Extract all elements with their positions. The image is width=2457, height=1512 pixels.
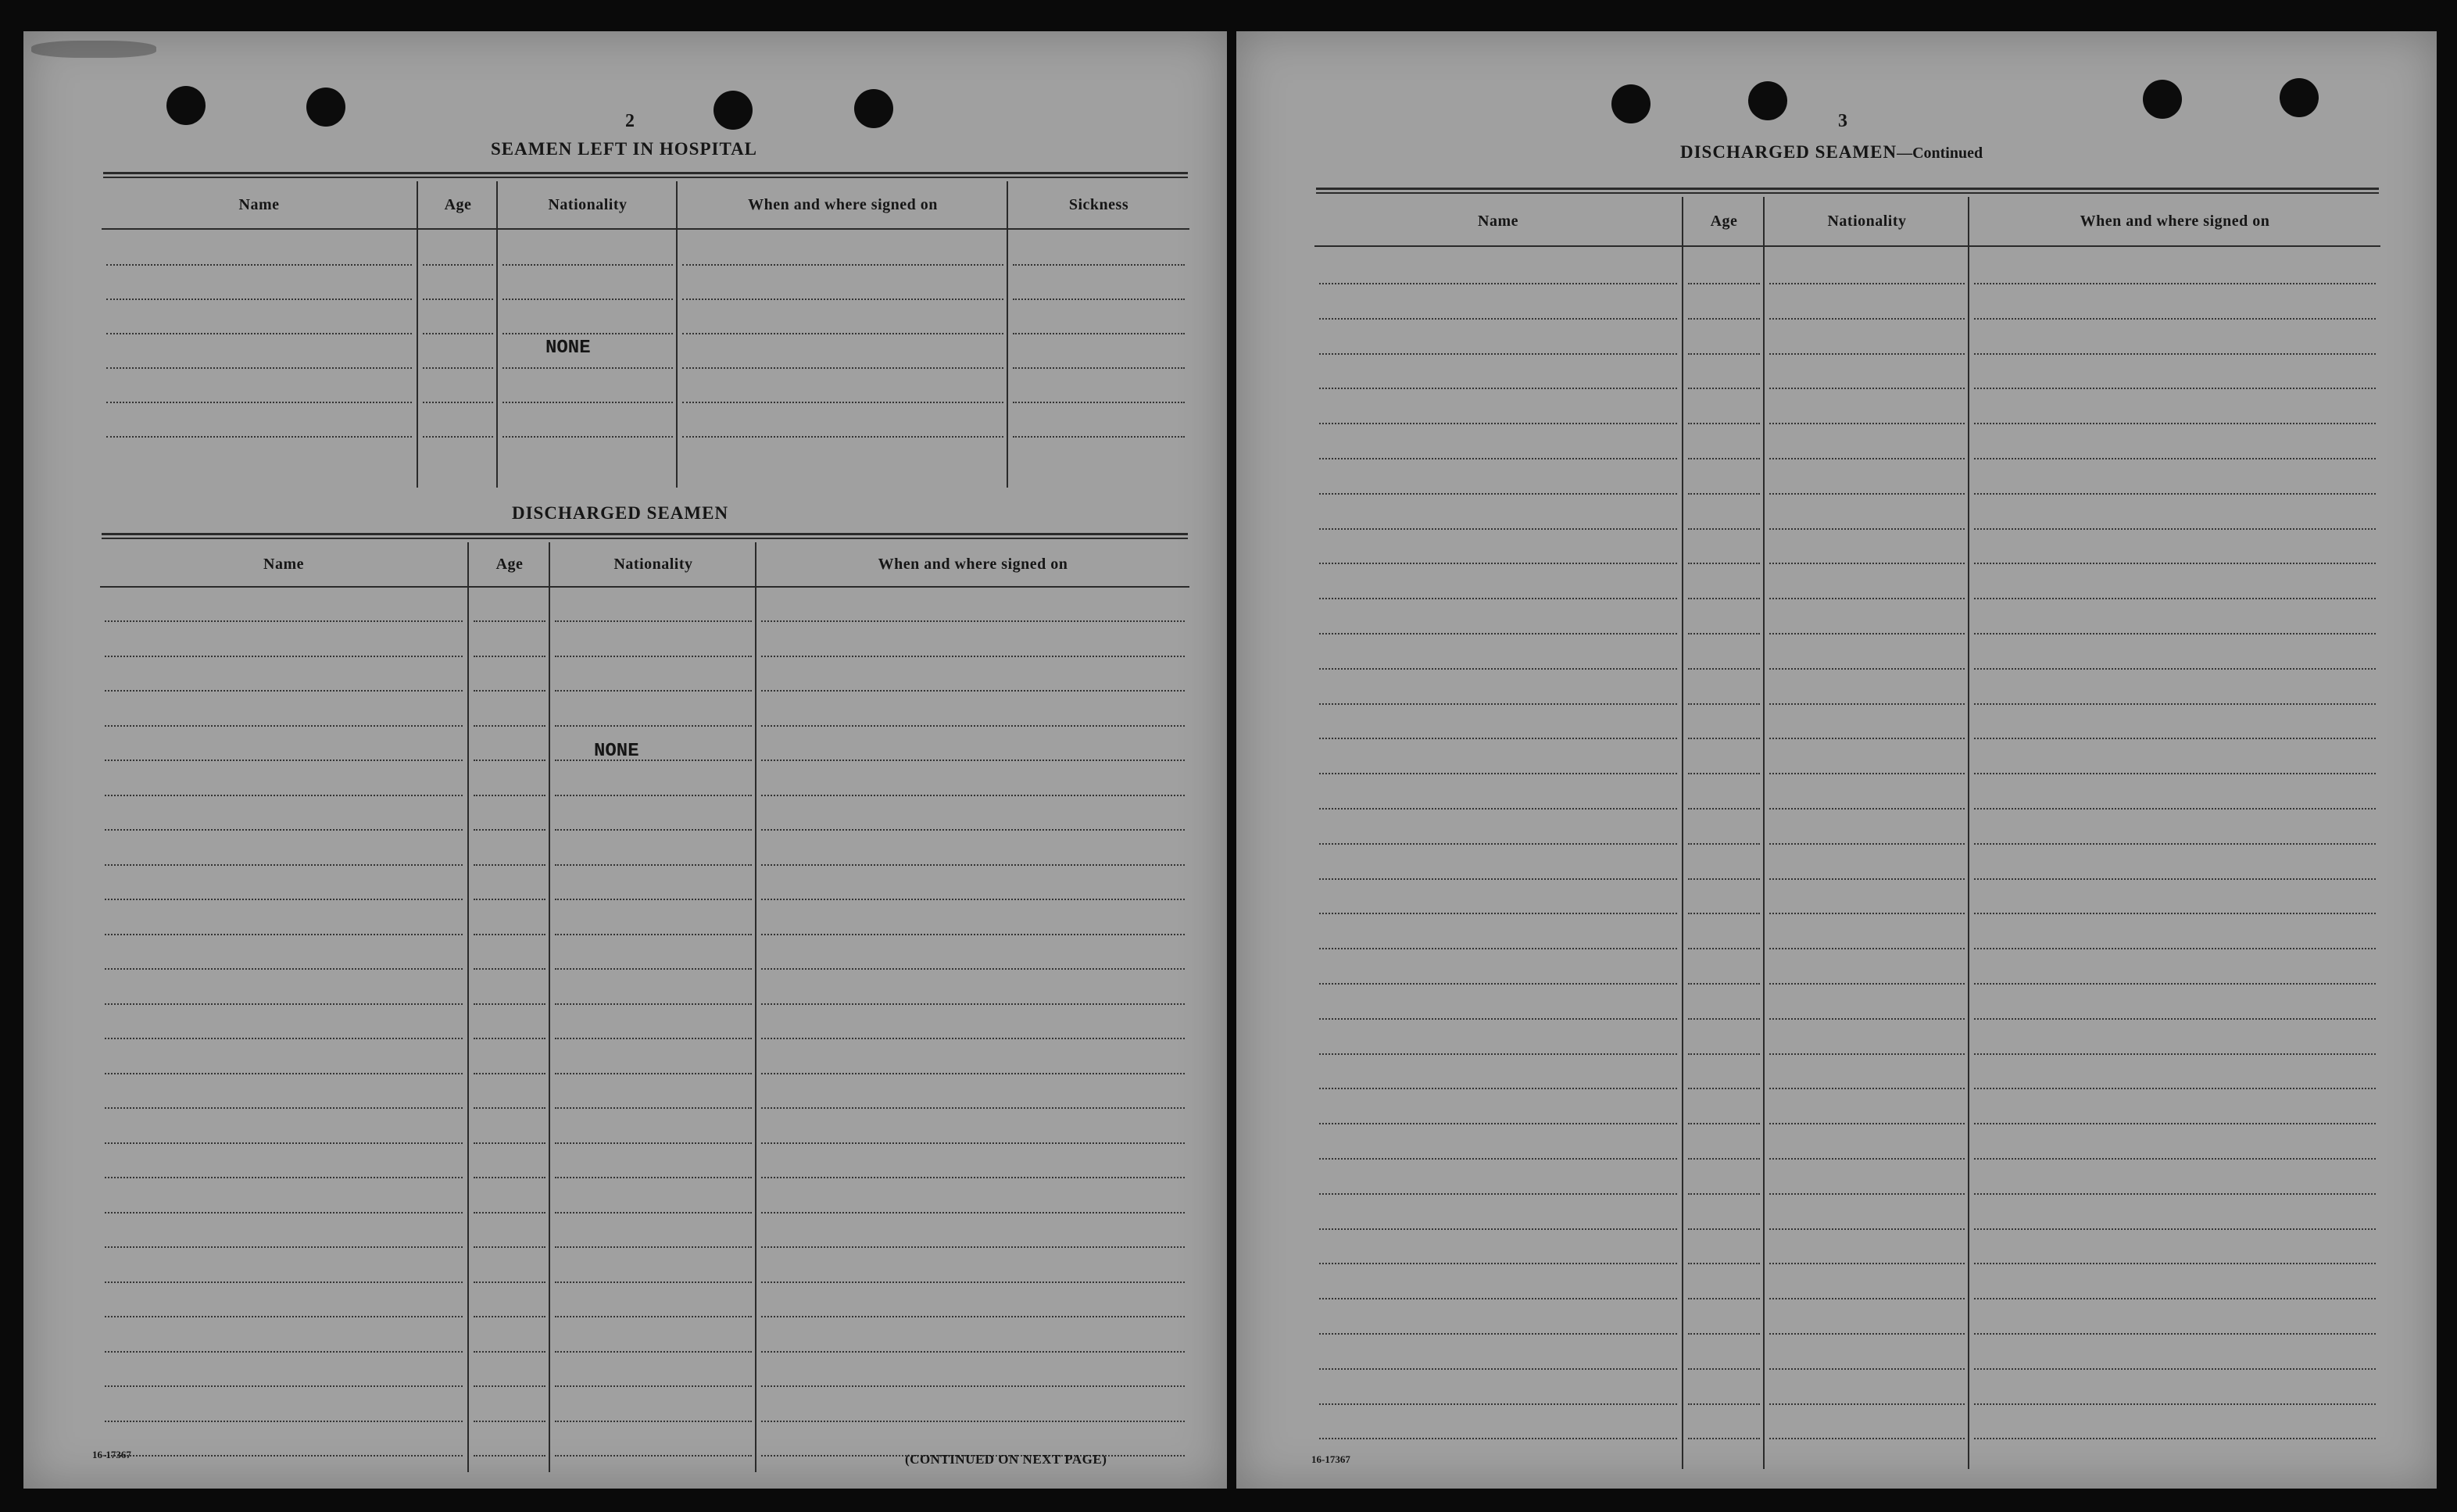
entry-line — [474, 620, 545, 622]
entry-line — [555, 1385, 752, 1387]
entry-line — [555, 1003, 752, 1005]
left-page — [23, 31, 1227, 1489]
entry-line — [105, 1385, 463, 1387]
continued-col-nationality — [1763, 197, 1969, 1469]
entry-line — [105, 1281, 463, 1283]
entry-line — [1319, 1333, 1677, 1335]
entry-line — [555, 1107, 752, 1109]
entry-line — [1769, 1123, 1965, 1124]
entry-line — [1974, 1298, 2376, 1299]
entry-line — [105, 1073, 463, 1074]
hospital-entry-none: NONE — [545, 338, 591, 359]
entry-line — [555, 1316, 752, 1317]
entry-line — [474, 1073, 545, 1074]
column-header: Age — [469, 542, 550, 588]
discharged-col-name — [100, 542, 467, 1472]
entry-line — [1319, 353, 1677, 355]
entry-line — [105, 829, 463, 831]
entry-line — [474, 1351, 545, 1353]
entry-line — [1974, 1193, 2376, 1195]
entry-line — [1319, 1018, 1677, 1020]
punch-hole-icon — [306, 88, 345, 127]
discharged-table — [100, 542, 1188, 1472]
entry-line — [761, 1142, 1185, 1144]
entry-line — [1974, 388, 2376, 389]
entry-line — [1688, 1333, 1760, 1335]
entry-line — [1319, 633, 1677, 634]
entry-line — [474, 760, 545, 761]
entry-line — [105, 1421, 463, 1422]
entry-line — [1688, 773, 1760, 774]
corner-smudge — [31, 41, 156, 58]
entry-line — [105, 1455, 463, 1457]
entry-line — [761, 1038, 1185, 1039]
entry-line — [1319, 458, 1677, 459]
entry-line — [1974, 878, 2376, 880]
entry-line — [761, 1385, 1185, 1387]
entry-line — [1974, 948, 2376, 949]
entry-line — [474, 934, 545, 935]
entry-line — [761, 795, 1185, 796]
entry-line — [1974, 1368, 2376, 1370]
entry-line — [1769, 1438, 1965, 1439]
entry-line — [474, 968, 545, 970]
entry-line — [761, 620, 1185, 622]
entry-line — [105, 690, 463, 692]
page-number: 3 — [1838, 111, 1847, 131]
entry-line — [1974, 493, 2376, 495]
entry-line — [474, 1142, 545, 1144]
entry-line — [1769, 983, 1965, 985]
entry-line — [1319, 1088, 1677, 1089]
entry-line — [474, 864, 545, 866]
entry-line — [105, 656, 463, 657]
entry-line — [1769, 913, 1965, 914]
entry-line — [1319, 563, 1677, 564]
entry-line — [555, 1177, 752, 1178]
entry-line — [1769, 1263, 1965, 1264]
hospital-section-title: SEAMEN LEFT IN HOSPITAL — [491, 139, 758, 159]
entry-line — [1974, 1158, 2376, 1160]
entry-line — [1974, 1403, 2376, 1405]
entry-line — [761, 1073, 1185, 1074]
entry-line — [1769, 1088, 1965, 1089]
title-rule — [103, 172, 1188, 174]
entry-line — [1319, 423, 1677, 424]
entry-line — [1688, 668, 1760, 670]
form-number: 16-17367 — [1311, 1453, 1350, 1465]
entry-line — [105, 899, 463, 900]
entry-line — [1974, 843, 2376, 845]
entry-line — [1688, 1158, 1760, 1160]
column-header: Nationality — [498, 181, 678, 230]
entry-line — [1974, 563, 2376, 564]
title-rule — [1316, 188, 2379, 190]
entry-line — [555, 725, 752, 727]
entry-line — [1688, 598, 1760, 599]
entry-line — [555, 1212, 752, 1214]
discharged-col-nationality — [549, 542, 756, 1472]
entry-line — [1688, 1193, 1760, 1195]
column-header: Name — [100, 542, 467, 588]
entry-line — [761, 1351, 1185, 1353]
column-header: When and where signed on — [1969, 197, 2380, 247]
entry-line — [1688, 948, 1760, 949]
entry-line — [1688, 1263, 1760, 1264]
entry-line — [555, 1142, 752, 1144]
entry-line — [761, 864, 1185, 866]
entry-line — [1688, 1368, 1760, 1370]
hospital-col-name — [102, 181, 417, 488]
entry-line — [1769, 353, 1965, 355]
discharged-entry-none: NONE — [594, 741, 639, 762]
entry-line — [555, 1073, 752, 1074]
entry-line — [1769, 1333, 1965, 1335]
entry-line — [1688, 283, 1760, 284]
entry-line — [1769, 1018, 1965, 1020]
entry-line — [1769, 458, 1965, 459]
entry-line — [474, 656, 545, 657]
entry-line — [1319, 773, 1677, 774]
entry-line — [1688, 1018, 1760, 1020]
entry-line — [555, 968, 752, 970]
entry-line — [1974, 283, 2376, 284]
entry-line — [761, 1212, 1185, 1214]
entry-line — [474, 1316, 545, 1317]
entry-line — [555, 1246, 752, 1248]
entry-line — [1319, 913, 1677, 914]
entry-line — [761, 899, 1185, 900]
entry-line — [761, 1003, 1185, 1005]
entry-line — [1319, 703, 1677, 705]
entry-line — [1974, 773, 2376, 774]
entry-line — [555, 1281, 752, 1283]
entry-line — [1769, 1368, 1965, 1370]
entry-line — [1688, 1298, 1760, 1299]
entry-line — [1319, 1193, 1677, 1195]
punch-hole-icon — [854, 89, 893, 128]
entry-line — [1974, 1438, 2376, 1439]
entry-line — [1769, 598, 1965, 599]
entry-line — [1769, 738, 1965, 739]
entry-line — [1319, 1368, 1677, 1370]
entry-line — [1688, 1403, 1760, 1405]
entry-line — [474, 1246, 545, 1248]
entry-line — [105, 1316, 463, 1317]
continued-col-signed-on — [1968, 197, 2380, 1469]
entry-line — [555, 934, 752, 935]
column-header: When and where signed on — [756, 542, 1189, 588]
entry-line — [1769, 283, 1965, 284]
entry-line — [1769, 1403, 1965, 1405]
entry-line — [1974, 1053, 2376, 1055]
entry-line — [1974, 1228, 2376, 1230]
continued-col-name — [1314, 197, 1682, 1469]
entry-line — [1974, 1123, 2376, 1124]
entry-line — [1688, 1228, 1760, 1230]
entry-line — [1974, 983, 2376, 985]
entry-line — [1319, 878, 1677, 880]
title-rule — [1316, 192, 2379, 194]
entry-line — [474, 1385, 545, 1387]
entry-line — [1319, 843, 1677, 845]
entry-line — [1974, 633, 2376, 634]
entry-line — [1688, 458, 1760, 459]
entry-line — [555, 1038, 752, 1039]
entry-line — [1319, 528, 1677, 530]
title-rule — [103, 177, 1188, 178]
entry-line — [1769, 808, 1965, 810]
entry-line — [105, 934, 463, 935]
hospital-col-sickness — [1007, 181, 1189, 488]
entry-line — [1769, 493, 1965, 495]
entry-line — [1688, 808, 1760, 810]
entry-line — [1769, 318, 1965, 320]
entry-line — [761, 690, 1185, 692]
form-number: 16-17367 — [92, 1449, 131, 1460]
column-header: Age — [418, 181, 498, 230]
hospital-col-nationality — [496, 181, 678, 488]
entry-line — [1688, 1088, 1760, 1089]
column-header: Sickness — [1008, 181, 1189, 230]
entry-line — [474, 795, 545, 796]
entry-line — [1769, 668, 1965, 670]
entry-line — [1769, 1158, 1965, 1160]
entry-line — [474, 1177, 545, 1178]
entry-line — [1769, 703, 1965, 705]
entry-line — [1769, 528, 1965, 530]
section-title-main: DISCHARGED SEAMEN — [1680, 142, 1897, 162]
entry-line — [105, 1003, 463, 1005]
entry-line — [1688, 738, 1760, 739]
entry-line — [1974, 423, 2376, 424]
entry-line — [474, 899, 545, 900]
entry-line — [474, 1003, 545, 1005]
entry-line — [1688, 843, 1760, 845]
entry-line — [761, 1107, 1185, 1109]
entry-line — [1769, 1053, 1965, 1055]
hospital-col-age — [417, 181, 498, 488]
entry-line — [1688, 913, 1760, 914]
entry-line — [105, 968, 463, 970]
entry-line — [1319, 1228, 1677, 1230]
entry-line — [1974, 318, 2376, 320]
entry-line — [1974, 668, 2376, 670]
entry-line — [555, 690, 752, 692]
entry-line — [1319, 318, 1677, 320]
punch-hole-icon — [1748, 81, 1787, 120]
entry-line — [105, 1142, 463, 1144]
entry-line — [105, 1246, 463, 1248]
entry-line — [761, 1246, 1185, 1248]
entry-line — [761, 934, 1185, 935]
entry-line — [474, 725, 545, 727]
entry-line — [474, 1455, 545, 1457]
entry-line — [1319, 1403, 1677, 1405]
entry-line — [474, 1038, 545, 1039]
entry-line — [1688, 493, 1760, 495]
punch-hole-icon — [2143, 80, 2182, 119]
discharged-continued-title — [1680, 142, 1983, 163]
entry-line — [761, 968, 1185, 970]
entry-line — [1974, 703, 2376, 705]
entry-line — [555, 1455, 752, 1457]
punch-hole-icon — [2280, 78, 2319, 117]
entry-line — [1769, 1228, 1965, 1230]
discharged-col-signed-on — [755, 542, 1189, 1472]
entry-line — [474, 1421, 545, 1422]
entry-line — [1688, 878, 1760, 880]
entry-line — [1319, 283, 1677, 284]
entry-line — [761, 1281, 1185, 1283]
entry-line — [1688, 353, 1760, 355]
entry-line — [555, 864, 752, 866]
entry-line — [1319, 1123, 1677, 1124]
entry-line — [1974, 1333, 2376, 1335]
entry-line — [105, 620, 463, 622]
entry-line — [1319, 1263, 1677, 1264]
entry-line — [1688, 423, 1760, 424]
entry-line — [555, 760, 752, 761]
entry-line — [1688, 1123, 1760, 1124]
entry-line — [474, 1107, 545, 1109]
entry-line — [1688, 703, 1760, 705]
hospital-table — [102, 181, 1188, 488]
entry-line — [555, 829, 752, 831]
punch-hole-icon — [1611, 84, 1651, 123]
column-header: Nationality — [1765, 197, 1969, 247]
entry-line — [1319, 1298, 1677, 1299]
entry-line — [1688, 1053, 1760, 1055]
hospital-col-signed-on — [676, 181, 1008, 488]
entry-line — [555, 1351, 752, 1353]
entry-line — [1688, 318, 1760, 320]
entry-line — [1319, 808, 1677, 810]
entry-line — [1769, 843, 1965, 845]
entry-line — [555, 620, 752, 622]
entry-line — [1319, 1053, 1677, 1055]
title-rule — [102, 533, 1188, 535]
entry-line — [1319, 948, 1677, 949]
entry-line — [1319, 1438, 1677, 1439]
column-header: Nationality — [550, 542, 756, 588]
punch-hole-icon — [713, 91, 753, 130]
entry-line — [1974, 1018, 2376, 1020]
entry-line — [1769, 633, 1965, 634]
entry-line — [761, 656, 1185, 657]
entry-line — [1688, 633, 1760, 634]
column-header: Name — [102, 181, 417, 230]
entry-line — [555, 795, 752, 796]
entry-line — [1974, 353, 2376, 355]
entry-line — [1688, 388, 1760, 389]
right-page — [1236, 31, 2437, 1489]
page-number: 2 — [625, 111, 635, 131]
continued-note: (CONTINUED ON NEXT PAGE) — [905, 1452, 1107, 1467]
entry-line — [761, 1316, 1185, 1317]
entry-line — [1974, 913, 2376, 914]
entry-line — [105, 1177, 463, 1178]
entry-line — [1769, 878, 1965, 880]
continued-col-age — [1682, 197, 1765, 1469]
entry-line — [474, 1212, 545, 1214]
entry-line — [474, 829, 545, 831]
entry-line — [105, 1038, 463, 1039]
entry-line — [105, 1107, 463, 1109]
entry-line — [1769, 563, 1965, 564]
entry-line — [761, 1177, 1185, 1178]
discharged-col-age — [467, 542, 550, 1472]
entry-line — [761, 760, 1185, 761]
column-header: Age — [1683, 197, 1765, 247]
entry-line — [105, 795, 463, 796]
entry-line — [555, 899, 752, 900]
entry-line — [761, 829, 1185, 831]
entry-line — [1769, 423, 1965, 424]
entry-line — [1319, 668, 1677, 670]
entry-line — [105, 1212, 463, 1214]
entry-line — [1974, 1263, 2376, 1264]
entry-line — [474, 690, 545, 692]
entry-line — [105, 1351, 463, 1353]
entry-line — [1319, 388, 1677, 389]
entry-line — [1974, 528, 2376, 530]
section-title-suffix: —Continued — [1897, 145, 1983, 162]
discharged-section-title: DISCHARGED SEAMEN — [512, 503, 729, 523]
entry-line — [1769, 388, 1965, 389]
entry-line — [1769, 773, 1965, 774]
entry-line — [1688, 528, 1760, 530]
punch-hole-icon — [166, 86, 206, 125]
entry-line — [555, 1421, 752, 1422]
entry-line — [1319, 598, 1677, 599]
entry-line — [555, 656, 752, 657]
entry-line — [1319, 738, 1677, 739]
entry-line — [1974, 598, 2376, 599]
entry-line — [1974, 808, 2376, 810]
entry-line — [761, 725, 1185, 727]
entry-line — [1688, 983, 1760, 985]
entry-line — [1974, 458, 2376, 459]
entry-line — [1688, 1438, 1760, 1439]
title-rule — [102, 538, 1188, 539]
column-header: Name — [1314, 197, 1682, 247]
entry-line — [474, 1281, 545, 1283]
column-header: When and where signed on — [678, 181, 1008, 230]
entry-line — [1319, 983, 1677, 985]
entry-line — [1974, 1088, 2376, 1089]
discharged-continued-table — [1314, 197, 2379, 1469]
entry-line — [1319, 1158, 1677, 1160]
entry-line — [1769, 1298, 1965, 1299]
entry-line — [105, 864, 463, 866]
entry-line — [105, 760, 463, 761]
entry-line — [105, 725, 463, 727]
entry-line — [1769, 948, 1965, 949]
entry-line — [1319, 493, 1677, 495]
entry-line — [761, 1421, 1185, 1422]
entry-line — [1688, 563, 1760, 564]
entry-line — [1769, 1193, 1965, 1195]
entry-line — [1974, 738, 2376, 739]
